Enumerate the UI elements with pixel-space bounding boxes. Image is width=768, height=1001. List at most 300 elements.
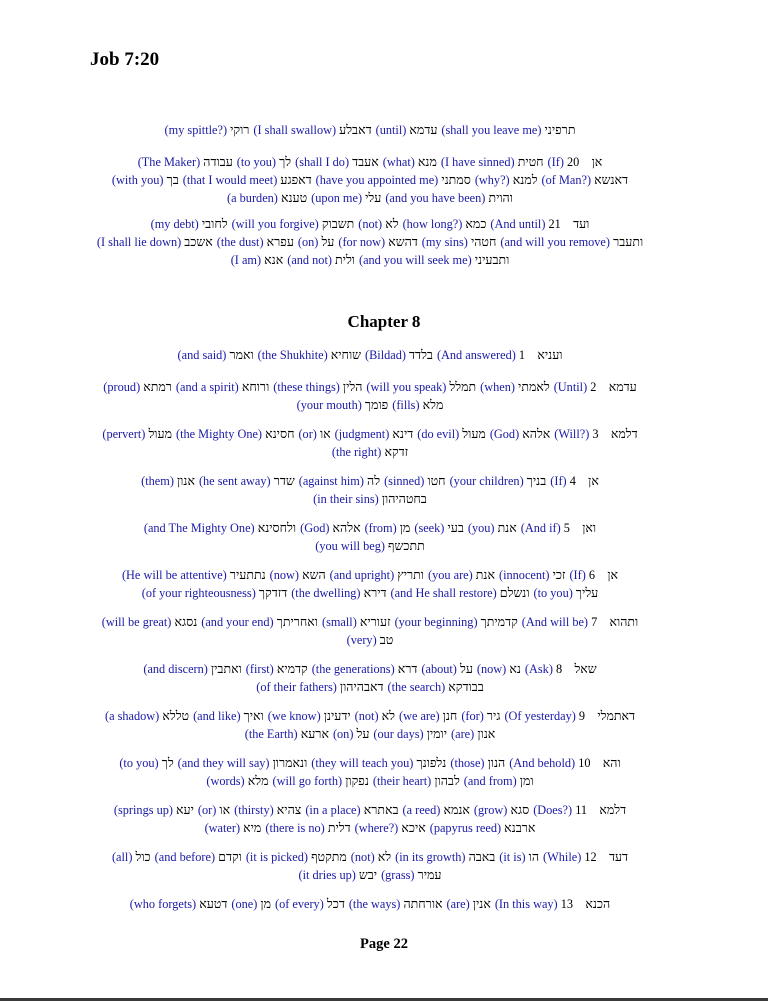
english-gloss: (to you): [533, 586, 576, 600]
aramaic-word: זעוריא: [359, 614, 395, 629]
english-gloss: (or): [197, 803, 220, 817]
english-gloss: (shall I do): [295, 155, 353, 169]
english-gloss: (the right): [331, 445, 385, 459]
aramaic-word: מן: [399, 520, 415, 535]
aramaic-word: בחטהיהון: [381, 491, 427, 506]
aramaic-word: דינא: [392, 426, 418, 441]
english-gloss: (And behold): [509, 756, 579, 770]
aramaic-word: חסינא: [265, 426, 299, 441]
english-gloss: (of Man?): [541, 173, 595, 187]
aramaic-word: למנא: [512, 172, 542, 187]
english-gloss: (and said): [177, 348, 230, 362]
english-gloss: (and He shall restore): [390, 586, 500, 600]
aramaic-word: ואתבין: [210, 661, 246, 676]
aramaic-word: אנא: [264, 252, 288, 267]
aramaic-word: רמתא: [143, 379, 176, 394]
english-gloss: (the generations): [311, 662, 398, 676]
verse: [60, 378, 680, 414]
aramaic-word: לה: [367, 473, 385, 488]
aramaic-word: סמתני: [441, 172, 475, 187]
aramaic-word: בך: [166, 172, 183, 187]
english-gloss: (And if): [520, 521, 564, 535]
english-gloss: (a reed): [402, 803, 444, 817]
aramaic-word: סגא: [510, 802, 534, 817]
aramaic-word: תתכשף: [388, 538, 425, 553]
aramaic-word: לא: [381, 708, 399, 723]
aramaic-word: אלהא: [332, 520, 365, 535]
verse-line: [60, 396, 680, 414]
verse: [60, 754, 680, 790]
aramaic-word: חטהי: [470, 234, 501, 249]
english-gloss: (and upright): [329, 568, 398, 582]
aramaic-word: רוקי: [230, 122, 254, 137]
aramaic-word: לך: [279, 154, 296, 169]
english-gloss: (in a place): [305, 803, 364, 817]
verse: [60, 215, 680, 269]
aramaic-word: אנון: [477, 726, 496, 741]
aramaic-word: נא: [509, 661, 525, 676]
verse-number: 20: [567, 155, 592, 169]
english-gloss: (the ways): [348, 897, 404, 911]
english-gloss: (with you): [111, 173, 167, 187]
aramaic-word: אנת: [475, 567, 499, 582]
english-gloss: (springs up): [113, 803, 177, 817]
english-gloss: (against him): [298, 474, 368, 488]
aramaic-word: עמיר: [417, 867, 442, 882]
english-gloss: (in their sins): [313, 492, 382, 506]
english-gloss: (you will beg): [315, 539, 389, 553]
english-gloss: (for): [461, 709, 487, 723]
english-gloss: (And until): [490, 217, 549, 231]
aramaic-word: טענא: [280, 190, 312, 205]
aramaic-word: על: [356, 726, 374, 741]
verse: [60, 121, 680, 139]
verse-line: [60, 121, 680, 139]
aramaic-word: לא: [377, 849, 396, 864]
english-gloss: (your beginning): [394, 615, 481, 629]
english-gloss: (God): [489, 427, 523, 441]
aramaic-word: קדמיתך: [480, 614, 522, 629]
english-gloss: (and you will seek me): [358, 253, 475, 267]
verse-line: [60, 707, 680, 725]
aramaic-word: נלפונך: [416, 755, 451, 770]
verse-line: [60, 584, 680, 602]
aramaic-word: אן: [607, 567, 619, 582]
aramaic-word: דעד: [608, 849, 629, 864]
english-gloss: (you are): [428, 568, 476, 582]
english-gloss: (and not): [287, 253, 336, 267]
english-gloss: (and will you remove): [500, 235, 614, 249]
verse-number: 10: [578, 756, 603, 770]
english-gloss: (in its growth): [395, 850, 469, 864]
english-gloss: (words): [206, 774, 248, 788]
english-gloss: (If): [550, 474, 570, 488]
aramaic-word: הלין: [342, 379, 367, 394]
aramaic-word: אורחתה: [403, 896, 447, 911]
aramaic-word: מלא: [422, 397, 444, 412]
english-gloss: (the Earth): [244, 727, 301, 741]
verse-line: [60, 613, 680, 631]
english-gloss: (and from): [463, 774, 520, 788]
english-gloss: (Bildad): [364, 348, 410, 362]
english-gloss: (their heart): [372, 774, 435, 788]
aramaic-word: יעא: [176, 802, 198, 817]
english-gloss: (to you): [119, 756, 162, 770]
verse-line: [60, 725, 680, 743]
english-gloss: (your children): [449, 474, 527, 488]
english-gloss: (first): [245, 662, 277, 676]
aramaic-word: מעול: [462, 426, 490, 441]
verse-number: 13: [560, 897, 586, 911]
aramaic-word: דטעא: [199, 896, 232, 911]
verse-number: 6: [588, 568, 608, 582]
english-gloss: (our days): [373, 727, 427, 741]
english-gloss: (or): [298, 427, 320, 441]
english-gloss: (until): [375, 123, 410, 137]
aramaic-word: טללא: [162, 708, 194, 723]
aramaic-word: זכי: [552, 567, 570, 582]
english-gloss: (all): [111, 850, 136, 864]
verse-number: 8: [556, 662, 575, 676]
aramaic-word: בעי: [447, 520, 468, 535]
english-gloss: (If): [547, 155, 568, 169]
aramaic-word: תשבוק: [321, 216, 359, 231]
aramaic-word: זדקא: [384, 444, 409, 459]
english-gloss: (we know): [267, 709, 324, 723]
aramaic-word: אשכב: [184, 234, 217, 249]
page-title: Job 7:20: [90, 49, 160, 70]
english-gloss: (grass): [381, 868, 418, 882]
english-gloss: (and before): [154, 850, 219, 864]
verse-line: [60, 801, 680, 819]
verse-line: [60, 519, 680, 537]
english-gloss: (The Maker): [137, 155, 204, 169]
aramaic-word: אן: [591, 154, 603, 169]
english-gloss: (Of yesterday): [504, 709, 579, 723]
english-gloss: (it is picked): [245, 850, 312, 864]
english-gloss: (While): [543, 850, 585, 864]
aramaic-word: צהיא: [276, 802, 306, 817]
aramaic-word: באבה: [468, 849, 500, 864]
english-gloss: (what): [382, 155, 418, 169]
verse-line: [60, 660, 680, 678]
english-gloss: (very): [346, 633, 380, 647]
english-gloss: (on): [297, 235, 322, 249]
verse-number: 3: [592, 427, 611, 441]
verse: [60, 519, 680, 555]
verse-number: 21: [548, 217, 574, 231]
english-gloss: (my sins): [421, 235, 471, 249]
english-gloss: (one): [231, 897, 261, 911]
english-gloss: (Ask): [524, 662, 556, 676]
english-gloss: (are): [446, 897, 473, 911]
english-gloss: (my spittle?): [164, 123, 231, 137]
aramaic-word: ותריץ: [397, 567, 428, 582]
aramaic-word: כמא: [465, 216, 491, 231]
english-gloss: (from): [364, 521, 400, 535]
aramaic-word: או: [219, 802, 235, 817]
aramaic-word: על: [459, 661, 477, 676]
aramaic-word: אלהא: [522, 426, 555, 441]
verse: [60, 153, 680, 207]
english-gloss: (He will be attentive): [121, 568, 230, 582]
verse: [60, 848, 680, 884]
verse-number: 12: [584, 850, 609, 864]
verse: [60, 425, 680, 461]
english-gloss: (of your righteousness): [141, 586, 259, 600]
aramaic-word: בבודקא: [448, 679, 484, 694]
aramaic-word: חטית: [517, 154, 548, 169]
english-gloss: (are): [451, 727, 478, 741]
english-gloss: (and like): [193, 709, 244, 723]
aramaic-word: ואחריתך: [276, 614, 322, 629]
english-gloss: (for now): [338, 235, 389, 249]
english-gloss: (that I would meet): [182, 173, 281, 187]
english-gloss: (the dwelling): [291, 586, 364, 600]
english-gloss: (and they will say): [177, 756, 273, 770]
aramaic-word: ועניא: [537, 347, 563, 362]
english-gloss: (will you forgive): [231, 217, 322, 231]
aramaic-word: דלית: [327, 820, 355, 835]
english-gloss: (grow): [473, 803, 511, 817]
english-gloss: (seek): [414, 521, 448, 535]
aramaic-word: טב: [379, 632, 394, 647]
aramaic-word: דזדקך: [258, 585, 292, 600]
aramaic-word: לא: [385, 216, 403, 231]
verse-line: [60, 754, 680, 772]
verse-line: [60, 346, 680, 364]
english-gloss: (will go forth): [272, 774, 346, 788]
english-gloss: (not): [350, 850, 378, 864]
english-gloss: (judgment): [334, 427, 393, 441]
aramaic-word: ותבעיני: [474, 252, 510, 267]
aramaic-word: חטו: [427, 473, 450, 488]
aramaic-word: אנת: [497, 520, 521, 535]
verse-line: [60, 537, 680, 555]
verse-line: [60, 251, 680, 269]
aramaic-word: חנן: [442, 708, 462, 723]
aramaic-word: ולחסינא: [257, 520, 301, 535]
english-gloss: (he sent away): [198, 474, 274, 488]
verse: [60, 613, 680, 649]
aramaic-word: מלא: [247, 773, 273, 788]
aramaic-word: תרפיני: [544, 122, 576, 137]
verse: [60, 346, 680, 364]
english-gloss: (papyrus reed): [429, 821, 505, 835]
aramaic-word: ורוחא: [241, 379, 274, 394]
english-gloss: (you): [467, 521, 498, 535]
english-gloss: (we are): [398, 709, 443, 723]
aramaic-word: דרא: [397, 661, 422, 676]
english-gloss: (fills): [392, 398, 423, 412]
aramaic-word: או: [319, 426, 335, 441]
verse: [60, 707, 680, 743]
aramaic-word: ארעא: [300, 726, 333, 741]
verse: [60, 895, 680, 913]
english-gloss: (the Mighty One): [175, 427, 266, 441]
english-gloss: (your mouth): [296, 398, 365, 412]
verse: [60, 660, 680, 696]
aramaic-word: ידעינן: [323, 708, 355, 723]
aramaic-word: אנמא: [443, 802, 474, 817]
english-gloss: (them): [141, 474, 177, 488]
english-gloss: (innocent): [498, 568, 553, 582]
english-gloss: (those): [450, 756, 488, 770]
verse-number: 1: [518, 348, 538, 362]
english-gloss: (In this way): [494, 897, 561, 911]
aramaic-word: דלמא: [610, 426, 638, 441]
english-gloss: (Will?): [554, 427, 593, 441]
aramaic-word: ולית: [335, 252, 359, 267]
aramaic-word: דאנשא: [594, 172, 629, 187]
verse: [60, 801, 680, 837]
english-gloss: (and your end): [201, 615, 277, 629]
aramaic-word: יומין: [426, 726, 452, 741]
english-gloss: (there is no): [265, 821, 328, 835]
aramaic-word: בלדד: [409, 347, 437, 362]
aramaic-word: דאבלע: [339, 122, 376, 137]
aramaic-word: דאתמלי: [597, 708, 636, 723]
english-gloss: (shall you leave me): [441, 123, 545, 137]
english-gloss: (how long?): [402, 217, 466, 231]
aramaic-word: דלמא: [599, 802, 627, 817]
english-gloss: (proud): [103, 380, 144, 394]
aramaic-word: הכנא: [585, 896, 611, 911]
english-gloss: (and a spirit): [175, 380, 242, 394]
verse-line: [60, 189, 680, 207]
english-gloss: (they will teach you): [311, 756, 417, 770]
english-gloss: (the dust): [216, 235, 267, 249]
english-gloss: (I shall swallow): [253, 123, 340, 137]
aramaic-word: תמלל: [449, 379, 481, 394]
aramaic-word: שאל: [574, 661, 597, 676]
aramaic-word: כול: [135, 849, 155, 864]
aramaic-word: עליך: [575, 585, 599, 600]
aramaic-word: בניך: [526, 473, 551, 488]
aramaic-word: ואיך: [243, 708, 268, 723]
aramaic-word: והוית: [488, 190, 513, 205]
chapter-heading: Chapter 8: [347, 312, 421, 331]
verse-line: [60, 472, 680, 490]
verse-number: 5: [563, 521, 583, 535]
verse-line: [60, 443, 680, 461]
aramaic-word: ותהוא: [609, 614, 639, 629]
verse-line: [60, 819, 680, 837]
verse-number: 11: [575, 803, 600, 817]
page-number: Page 22: [360, 936, 408, 952]
english-gloss: (about): [421, 662, 460, 676]
verse-number: 9: [578, 709, 598, 723]
english-gloss: (sinned): [384, 474, 428, 488]
verse-line: [60, 171, 680, 189]
english-gloss: (I shall lie down): [96, 235, 185, 249]
verse-line: [60, 772, 680, 790]
verse: [60, 472, 680, 508]
verse-line: [60, 215, 680, 233]
english-gloss: (thirsty): [234, 803, 277, 817]
aramaic-word: ואמר: [229, 347, 258, 362]
english-gloss: (of every): [274, 897, 327, 911]
verse-line: [60, 490, 680, 508]
english-gloss: (on): [332, 727, 357, 741]
aramaic-word: באתרא: [363, 802, 403, 817]
english-gloss: (now): [476, 662, 510, 676]
english-gloss: (it dries up): [298, 868, 359, 882]
english-gloss: (upon me): [311, 191, 366, 205]
aramaic-word: שוחיא: [330, 347, 365, 362]
english-gloss: (it is): [499, 850, 529, 864]
aramaic-word: איכא: [401, 820, 430, 835]
english-gloss: (why?): [474, 173, 513, 187]
aramaic-word: השא: [302, 567, 330, 582]
aramaic-word: גיר: [486, 708, 505, 723]
aramaic-word: מתקטף: [311, 849, 351, 864]
verse-line: [60, 153, 680, 171]
aramaic-word: פומך: [364, 397, 393, 412]
english-gloss: (I am): [230, 253, 265, 267]
aramaic-word: וקדם: [218, 849, 246, 864]
english-gloss: (I have sinned): [440, 155, 518, 169]
aramaic-word: ומן: [519, 773, 534, 788]
verse-line: [60, 566, 680, 584]
aramaic-word: אעבד: [352, 154, 383, 169]
verse-line: [60, 848, 680, 866]
aramaic-word: מיא: [243, 820, 266, 835]
aramaic-word: לבהון: [434, 773, 464, 788]
aramaic-word: עבודה: [203, 154, 237, 169]
english-gloss: (and The Mighty One): [143, 521, 258, 535]
english-gloss: (Until): [553, 380, 591, 394]
aramaic-word: מנא: [417, 154, 441, 169]
english-gloss: (small): [321, 615, 360, 629]
aramaic-word: אן: [588, 473, 599, 488]
verse-line: [60, 425, 680, 443]
aramaic-word: ונאמרון: [272, 755, 312, 770]
aramaic-word: אנון: [177, 473, 199, 488]
english-gloss: (not): [358, 217, 386, 231]
aramaic-word: מעול: [148, 426, 176, 441]
english-gloss: (now): [269, 568, 303, 582]
english-gloss: (and discern): [143, 662, 211, 676]
aramaic-word: והא: [602, 755, 621, 770]
english-gloss: (a burden): [227, 191, 281, 205]
aramaic-word: קדמיא: [276, 661, 312, 676]
english-gloss: (And will be): [521, 615, 592, 629]
aramaic-word: לחובי: [201, 216, 232, 231]
english-gloss: (And answered): [436, 348, 519, 362]
aramaic-word: ארבנא: [504, 820, 536, 835]
aramaic-word: לך: [161, 755, 178, 770]
english-gloss: (pervert): [102, 427, 149, 441]
aramaic-word: מן: [260, 896, 275, 911]
verse-number: 2: [590, 380, 609, 394]
english-gloss: (the Shukhite): [257, 348, 331, 362]
english-gloss: (the search): [387, 680, 449, 694]
english-gloss: (Does?): [533, 803, 576, 817]
aramaic-word: דירא: [363, 585, 391, 600]
verse: [60, 566, 680, 602]
aramaic-word: נתתעיר: [229, 567, 270, 582]
aramaic-word: הו: [528, 849, 544, 864]
aramaic-word: דהשא: [388, 234, 422, 249]
aramaic-word: אנין: [472, 896, 495, 911]
english-gloss: (will be great): [101, 615, 175, 629]
verse-line: [60, 233, 680, 251]
aramaic-word: דאבהיהון: [339, 679, 388, 694]
verse-line: [60, 866, 680, 884]
english-gloss: (water): [204, 821, 244, 835]
english-gloss: (who forgets): [129, 897, 200, 911]
